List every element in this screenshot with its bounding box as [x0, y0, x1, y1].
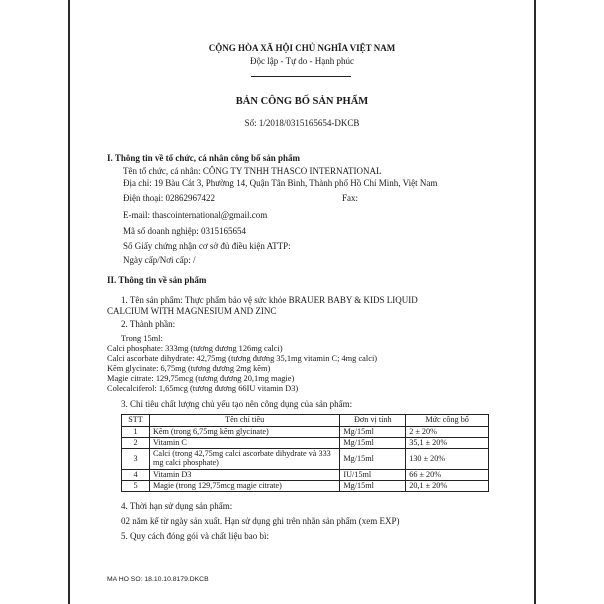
document-page	[103, 36, 501, 604]
table-cell: 2	[122, 438, 150, 449]
scan-border-right	[534, 0, 536, 604]
table-cell: Mg/15ml	[340, 427, 406, 438]
document-number: Số: 1/2018/0315165654-DKCB	[244, 118, 360, 128]
table-cell: Mg/15ml	[340, 438, 406, 449]
dossier-code: MA HO SO: 18.10.10.8179.DKCB	[107, 576, 209, 583]
table-cell: IU/15ml	[340, 470, 406, 481]
org-email: E-mail: thascointernational@gmail.com	[123, 210, 268, 220]
table-header-cell: Mức công bố	[406, 415, 489, 427]
motto: Độc lập - Tự do - Hạnh phúc	[250, 56, 354, 66]
shelf-life-text: 02 năm kể từ ngày sản xuất. Hạn sử dụng ghi trên nhãn sản phẩm (xem EXP)	[121, 516, 400, 526]
nation-heading: CỘNG HÒA XÃ HỘI CHỦ NGHĨA VIỆT NAM	[208, 43, 396, 53]
ingredient-line: Kẽm glycinate: 6,75mg (tương đương 2mg kẽm)	[107, 364, 271, 373]
table-header-cell: Đơn vị tính	[340, 415, 406, 427]
header-divider	[251, 76, 351, 77]
ingredient-line: Calci phosphate: 333mg (tương đương 126mg calci)	[107, 344, 283, 353]
shelf-life-heading: 4. Thời hạn sử dụng sản phẩm:	[121, 501, 233, 511]
ingredient-line: Trong 15ml:	[121, 334, 163, 343]
table-cell: 4	[122, 470, 150, 481]
org-fax: Fax:	[342, 193, 359, 203]
org-address: Địa chỉ: 19 Bàu Cát 3, Phường 14, Quận Tân Bình, Thành phố Hồ Chí Minh, Việt Nam	[123, 178, 438, 188]
table-header-cell: STT	[122, 415, 150, 427]
section1-heading: I. Thông tin về tổ chức, cá nhân công bố sản phẩm	[107, 153, 301, 163]
table-cell: 3	[122, 449, 150, 470]
ingredient-line: Colecalciferol: 1,65mcg (tương đương 66IU vitamin D3)	[107, 384, 299, 393]
quality-heading: 3. Chỉ tiêu chất lượng chủ yếu tạo nên công dụng của sản phẩm:	[121, 399, 353, 409]
scan-border-left	[68, 0, 70, 604]
org-name: Tên tổ chức, cá nhân: CÔNG TY TNHH THASCO INTERNATIONAL	[123, 166, 382, 176]
table-row	[122, 438, 489, 449]
cert-issue-info: Ngày cấp/Nơi cấp: /	[123, 255, 196, 265]
ingredients-heading: 2. Thành phần:	[121, 319, 176, 329]
table-row	[122, 470, 489, 481]
table-cell: Calci (trong 42,75mg calci ascorbate dihydrate và 333 mg calci phosphate)	[149, 449, 339, 470]
table-cell: Mg/15ml	[340, 449, 406, 470]
quality-spec-table	[121, 414, 489, 492]
section2-heading: II. Thông tin về sản phẩm	[107, 275, 207, 285]
table-cell: 5	[122, 481, 150, 492]
table-cell: 130 ± 20%	[406, 449, 489, 470]
document-title: BẢN CÔNG BỐ SẢN PHẨM	[235, 96, 369, 107]
ingredient-line: Magie citrate: 129,75mcg (tương đương 20,1mg magie)	[107, 374, 295, 383]
table-header-row	[122, 415, 489, 427]
table-header-cell: Tên chỉ tiêu	[149, 415, 339, 427]
table-cell: 35,1 ± 20%	[406, 438, 489, 449]
table-cell: Vitamin C	[149, 438, 339, 449]
table-row	[122, 449, 489, 470]
table-cell: 1	[122, 427, 150, 438]
table-cell: Magie (trong 129,75mcg magie citrate)	[149, 481, 339, 492]
table-cell: 20,1 ± 20%	[406, 481, 489, 492]
ingredient-line: Calci ascorbate dihydrate: 42,75mg (tương đương 35,1mg vitamin C; 4mg calci)	[107, 354, 378, 363]
table-cell: Vitamin D3	[149, 470, 339, 481]
table-cell: Kẽm (trong 6,75mg kẽm glycinate)	[149, 427, 339, 438]
org-phone: Điện thoại: 02862967422	[123, 193, 215, 203]
table-cell: Mg/15ml	[340, 481, 406, 492]
packaging-heading: 5. Quy cách đóng gói và chất liệu bao bì:	[121, 531, 269, 541]
business-code: Mã số doanh nghiệp: 0315165654	[123, 226, 246, 236]
table-row	[122, 427, 489, 438]
product-name-line2: CALCIUM WITH MAGNESIUM AND ZINC	[107, 306, 277, 316]
food-safety-cert: Số Giấy chứng nhận cơ sở đủ điều kiện ATTP:	[123, 241, 291, 251]
table-cell: 2 ± 20%	[406, 427, 489, 438]
product-name-line1: 1. Tên sản phẩm: Thực phẩm bảo vệ sức khỏe BRAUER BABY & KIDS LIQUID	[121, 295, 418, 305]
table-cell: 66 ± 20%	[406, 470, 489, 481]
table-row	[122, 481, 489, 492]
